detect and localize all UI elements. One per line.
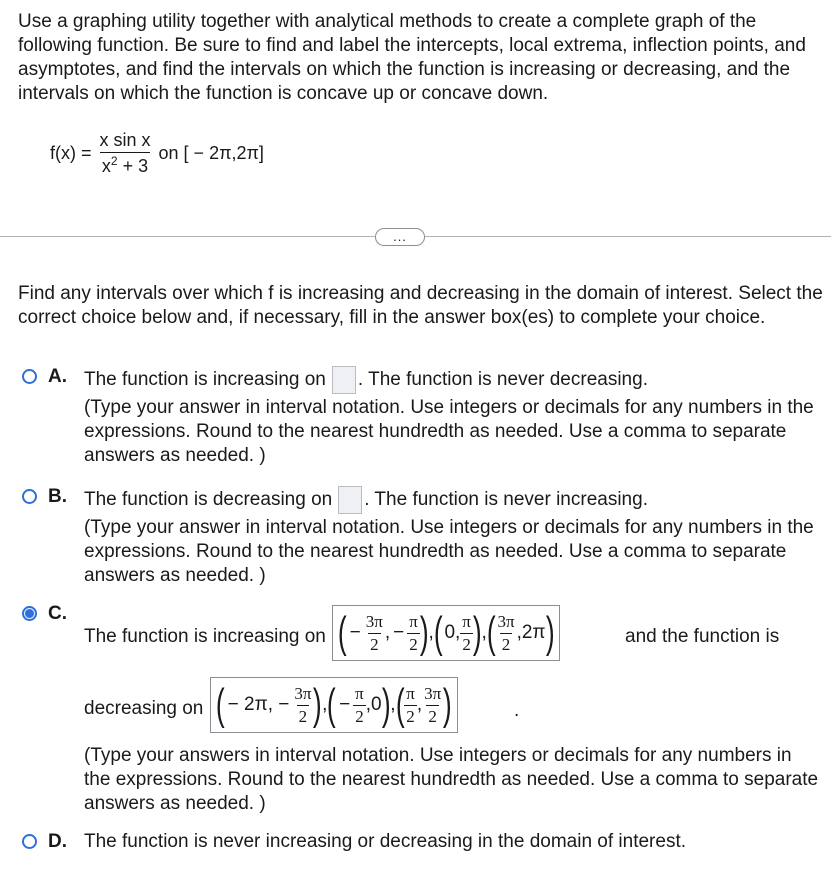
- denominator: 2: [298, 706, 308, 726]
- separator: ,: [384, 622, 391, 643]
- comma: ,: [428, 622, 434, 643]
- part-prompt: Find any intervals over which f is increasing and decreasing in the domain of interest. Select the correct choice below and, if necessary, fill in the answer box(es) to complete your choice.: [18, 283, 823, 328]
- increasing-interval: [433, 608, 482, 657]
- numerator: π: [409, 611, 418, 631]
- option-b-statement: [84, 486, 648, 514]
- fraction: [364, 612, 385, 655]
- numerator: π: [355, 683, 364, 703]
- option-c-hint: (Type your answers in interval notation. Use integers or decimals for any numbers in the expressions. Round to the nearest hundredth as needed. Use a comma to separate answers as needed. ): [84, 745, 819, 814]
- comma: ,: [481, 622, 487, 643]
- den-exponent: 2: [110, 154, 118, 168]
- comma: ,: [322, 694, 328, 715]
- numerator: π: [462, 611, 471, 631]
- option-d-radio[interactable]: [22, 834, 37, 849]
- denominator: 2: [501, 634, 511, 654]
- interval-text: − 2π, −: [227, 694, 290, 715]
- fraction: [404, 684, 417, 727]
- option-b-answer-box[interactable]: [338, 486, 362, 514]
- decreasing-interval: [327, 680, 391, 729]
- open-paren: (: [327, 680, 337, 729]
- increasing-interval: [486, 608, 555, 657]
- option-c-decreasing-label: decreasing on: [84, 698, 204, 719]
- numerator: 3π: [365, 611, 383, 631]
- numerator: π: [406, 683, 415, 703]
- open-paren: (: [433, 608, 443, 657]
- show-more-button[interactable]: ...: [375, 228, 425, 246]
- interval-text: 0,: [444, 622, 461, 643]
- den-base: x: [101, 156, 111, 176]
- den-rest: + 3: [117, 156, 149, 176]
- option-d-text: The function is never increasing or decreasing in the domain of interest.: [84, 831, 686, 852]
- minus-sign: −: [393, 622, 405, 643]
- option-b-text-after: . The function is never increasing.: [364, 489, 648, 510]
- function-domain: on [ − 2π,2π]: [158, 143, 264, 163]
- denominator: 2: [355, 706, 364, 726]
- interval-text: ,0: [365, 694, 382, 715]
- open-paren: (: [395, 680, 405, 729]
- option-a-text-before: The function is increasing on: [84, 369, 326, 390]
- close-paren: ): [472, 608, 482, 657]
- fraction: [495, 612, 516, 655]
- option-d-letter: D.: [48, 831, 67, 852]
- open-paren: (: [486, 608, 496, 657]
- comma: ,: [390, 694, 396, 715]
- open-paren: (: [215, 680, 225, 729]
- fraction: [460, 612, 473, 655]
- close-paren: ): [443, 680, 452, 729]
- numerator: 3π: [294, 683, 312, 703]
- option-a-hint: (Type your answer in interval notation. Use integers or decimals for any numbers in the expressions. Round to the nearest hundredth as needed. Use a comma to separate answers as needed. ): [84, 397, 814, 466]
- option-b-letter: B.: [48, 486, 67, 507]
- denominator: 2: [409, 634, 418, 654]
- function-fraction: [98, 130, 153, 177]
- option-c-letter: C.: [48, 603, 67, 624]
- fraction: [422, 684, 443, 727]
- open-paren: (: [337, 608, 347, 657]
- function-lhs: f(x) =: [50, 143, 92, 163]
- minus-sign: −: [349, 622, 361, 643]
- close-paren: ): [545, 608, 555, 657]
- interval-text: ,2π: [516, 622, 546, 643]
- fraction: [292, 684, 313, 727]
- option-a-letter: A.: [48, 366, 67, 387]
- option-c-period: .: [514, 700, 520, 721]
- option-b-text-before: The function is decreasing on: [84, 489, 333, 510]
- function-definition: [50, 130, 264, 177]
- option-c-decreasing-answer[interactable]: [210, 677, 458, 733]
- question-instructions: Use a graphing utility together with analytical methods to create a complete graph of the following function. Be sure to find and label the intercepts, local extrema, inflection points, and asymptotes, and find the intervals on which the function is increasing or decreasing, and the intervals on which the function is concave up or concave down.: [18, 11, 806, 104]
- minus-sign: −: [339, 694, 351, 715]
- option-a-answer-box[interactable]: [332, 366, 356, 394]
- denominator: 2: [370, 634, 379, 654]
- option-a-text-after: . The function is never decreasing.: [357, 369, 648, 390]
- fraction: [407, 612, 420, 655]
- close-paren: ): [313, 680, 323, 729]
- option-c-increasing-label: The function is increasing on: [84, 626, 326, 647]
- option-c-radio[interactable]: [22, 606, 37, 621]
- option-b-hint: (Type your answer in interval notation. Use integers or decimals for any numbers in the expressions. Round to the nearest hundredth as needed. Use a comma to separate answers as needed. ): [84, 517, 814, 586]
- increasing-interval: [337, 608, 429, 657]
- decreasing-interval: [215, 680, 323, 729]
- function-numerator: x sin x: [99, 130, 151, 150]
- close-paren: ): [381, 680, 391, 729]
- denominator: 2: [428, 706, 437, 726]
- decreasing-interval: [395, 680, 452, 729]
- numerator: 3π: [424, 683, 442, 703]
- comma: ,: [416, 694, 423, 715]
- denominator: 2: [462, 634, 471, 654]
- option-c-and-text: and the function is: [625, 626, 780, 647]
- close-paren: ): [419, 608, 429, 657]
- option-a-radio[interactable]: [22, 369, 37, 384]
- option-a-statement: [84, 366, 648, 394]
- numerator: 3π: [497, 611, 515, 631]
- option-b-radio[interactable]: [22, 489, 37, 504]
- option-c-increasing-answer[interactable]: [332, 605, 560, 661]
- denominator: 2: [406, 706, 415, 726]
- function-denominator: [100, 152, 150, 177]
- fraction: [353, 684, 366, 727]
